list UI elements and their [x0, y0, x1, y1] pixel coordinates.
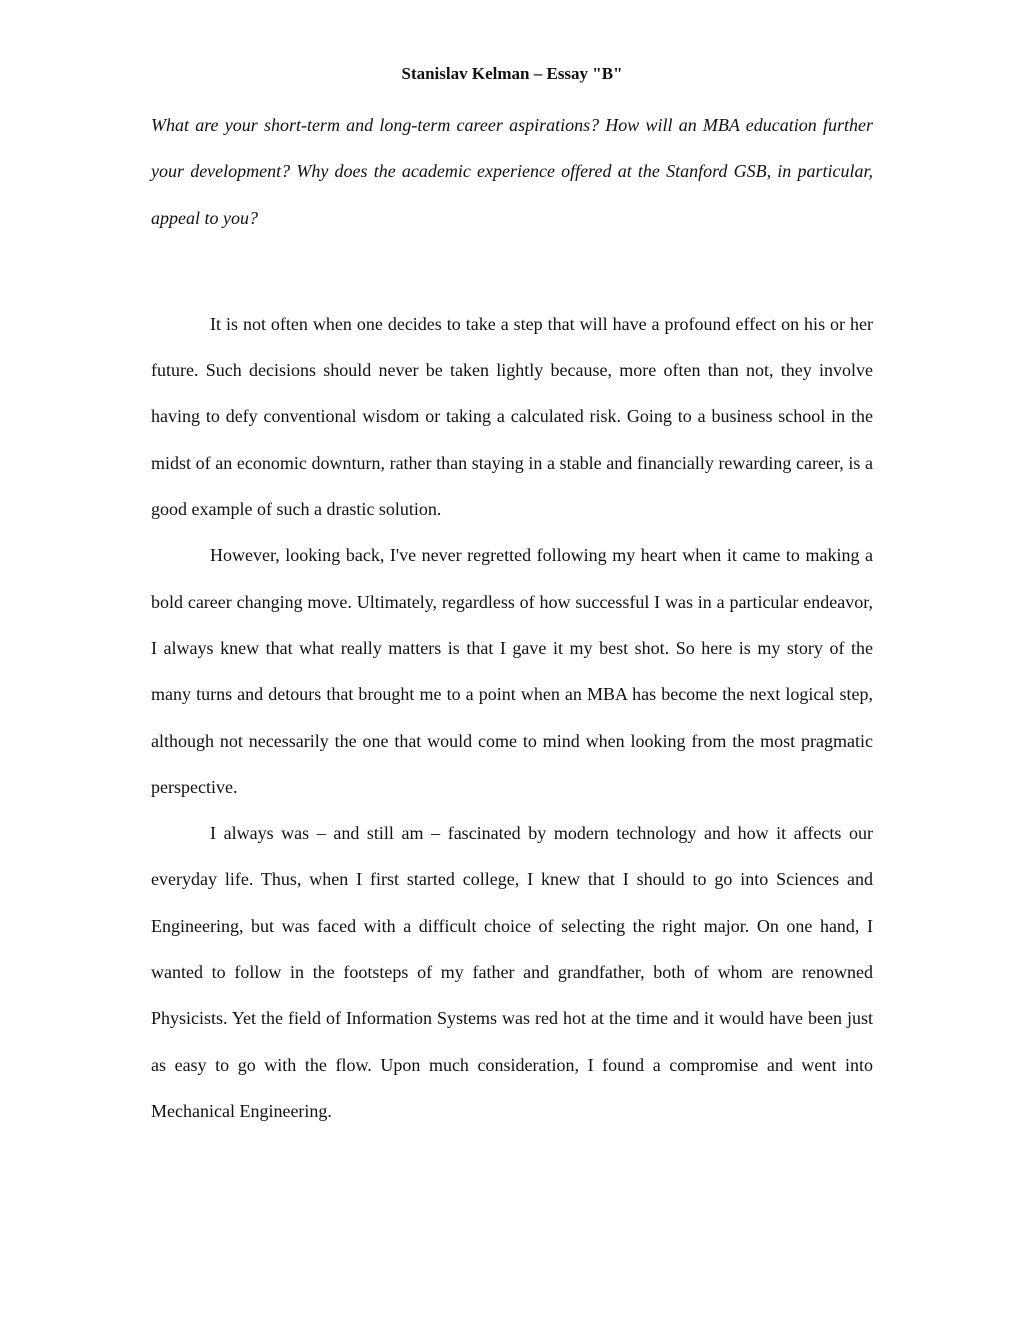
section-gap — [151, 241, 873, 301]
essay-title: Stanislav Kelman – Essay "B" — [401, 64, 623, 83]
document-page — [151, 58, 873, 1134]
essay-paragraph-2: However, looking back, I've never regretted following my heart when it came to making a bold career changing move. Ultimately, regardless of how successful I was in a particular endeavor, I always knew that what really matters is that I gave it my best shot. So here is my story of the many turns and detours that brought me to a point when an MBA has become the next logical step, although not necessarily the one that would come to mind when looking from the most pragmatic perspective. — [151, 545, 873, 797]
essay-paragraph-1: It is not often when one decides to take a step that will have a profound effect on his or her future. Such decisions should never be taken lightly because, more often than not, they involve having to defy conventional wisdom or taking a calculated risk. Going to a business school in the midst of an economic downturn, rather than staying in a stable and financially rewarding career, is a good example of such a drastic solution. — [151, 313, 873, 520]
essay-prompt: What are your short-term and long-term career aspirations? How will an MBA education further your development? Why does the academic experience offered at the Stanford GSB, in particular, appeal to you? — [151, 115, 873, 228]
essay-paragraph-3: I always was – and still am – fascinated by modern technology and how it affects our everyday life. Thus, when I first started college, I knew that I should to go into Sciences and Engineering, but was faced with a difficult choice of selecting the right major. On one hand, I wanted to follow in the footsteps of my father and grandfather, both of whom are renowned Physicists. Yet the field of Information Systems was red hot at the time and it would have been just as easy to go with the flow. Upon much consideration, I found a compromise and went into Mechanical Engineering. — [151, 823, 873, 1121]
